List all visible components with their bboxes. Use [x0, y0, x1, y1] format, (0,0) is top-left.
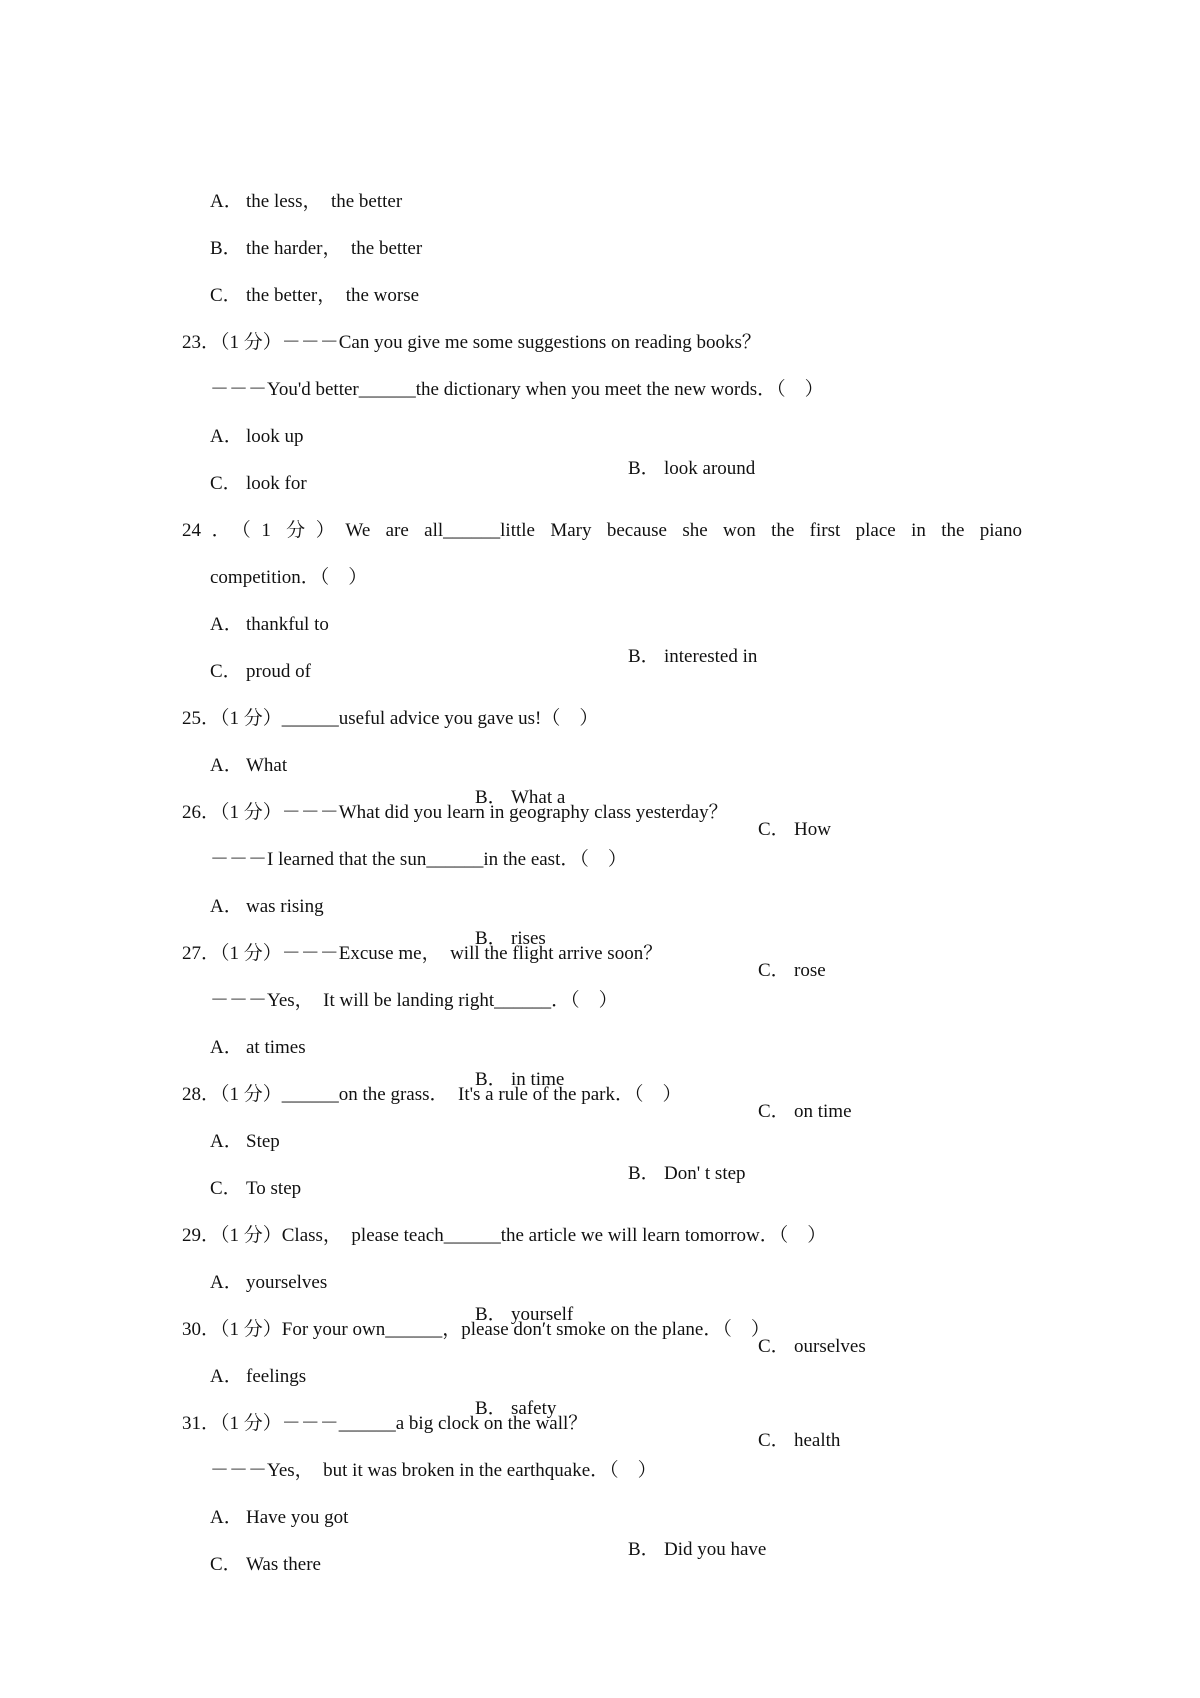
q28-options-row1 [0, 1094, 1200, 1184]
q24-options-row1 [0, 577, 1200, 667]
q29-stem: 29．（1 分）Class， please teach______the article we will learn tomorrow．（ ） [182, 1225, 827, 1246]
q28-stem: 28．（1 分）______on the grass． It's a rule of the park．（ ） [182, 1084, 682, 1105]
q26-option-a: A． was rising [210, 896, 324, 917]
q31-option-c: C． Was there [210, 1554, 321, 1575]
q27-stem: 27．（1 分）－－－Excuse me， will the flight arrive soon？ [182, 943, 663, 964]
q27-option-c: C． on time [758, 1101, 852, 1122]
q24-option-c: C． proud of [210, 661, 311, 682]
q31-stem: 31．（1 分）－－－______a big clock on the wall？ [182, 1413, 588, 1434]
q29-option-b: B． yourself [475, 1304, 574, 1325]
q26-continuation: －－－I learned that the sun______in the east．（ ） [210, 849, 627, 870]
q30-option-b: B． safety [475, 1398, 557, 1419]
q24-stem: 24．（1 分）We are all______little Mary because she won the first place in the piano [182, 520, 1022, 541]
q25-option-b: B． What a [475, 787, 566, 808]
q25-stem: 25．（1 分）______useful advice you gave us!（ ） [182, 708, 599, 729]
q30-option-a: A． feelings [210, 1366, 307, 1387]
q22-option-c: C． the better， the worse [210, 285, 420, 306]
q25-option-a: A． What [210, 755, 288, 776]
q23-continuation: －－－You'd better______the dictionary when you meet the new words．（ ） [210, 379, 824, 400]
q28-option-a: A． Step [210, 1131, 280, 1152]
q26-stem: 26．（1 分）－－－What did you learn in geography class yesterday？ [182, 802, 728, 823]
q24-option-b: B． interested in [628, 646, 758, 667]
q26-option-c: C． rose [758, 960, 826, 981]
q27-continuation: －－－Yes， It will be landing right______．（ ） [210, 990, 618, 1011]
q26-option-b: B． rises [475, 928, 546, 949]
q27-option-a: A． at times [210, 1037, 306, 1058]
q25-option-c: C． How [758, 819, 831, 840]
q29-option-c: C． ourselves [758, 1336, 866, 1357]
q30-stem: 30．（1 分）For your own______，please don′t smoke on the plane．（ ） [182, 1319, 770, 1340]
q28-option-c: C． To step [210, 1178, 302, 1199]
q31-continuation: －－－Yes， but it was broken in the earthquake．（ ） [210, 1460, 657, 1481]
q31-option-a: A． Have you got [210, 1507, 349, 1528]
q24-option-a: A． thankful to [210, 614, 329, 635]
q23-option-b: B． look around [628, 458, 756, 479]
q31-option-b: B． Did you have [628, 1539, 767, 1560]
q29-option-a: A． yourselves [210, 1272, 328, 1293]
q23-stem: 23．（1 分）－－－Can you give me some suggestions on reading books？ [182, 332, 761, 353]
q22-option-a: A． the less， the better [210, 191, 403, 212]
q31-options-row1 [0, 1470, 1200, 1560]
q23-option-a: A． look up [210, 426, 304, 447]
q28-option-b: B． Don' t step [628, 1163, 746, 1184]
q24-continuation: competition．（ ） [210, 567, 368, 588]
q27-option-b: B． in time [475, 1069, 565, 1090]
q23-option-c: C． look for [210, 473, 307, 494]
q23-options-row1 [0, 389, 1200, 479]
q22-option-b: B． the harder， the better [210, 238, 423, 259]
q30-option-c: C． health [758, 1430, 841, 1451]
